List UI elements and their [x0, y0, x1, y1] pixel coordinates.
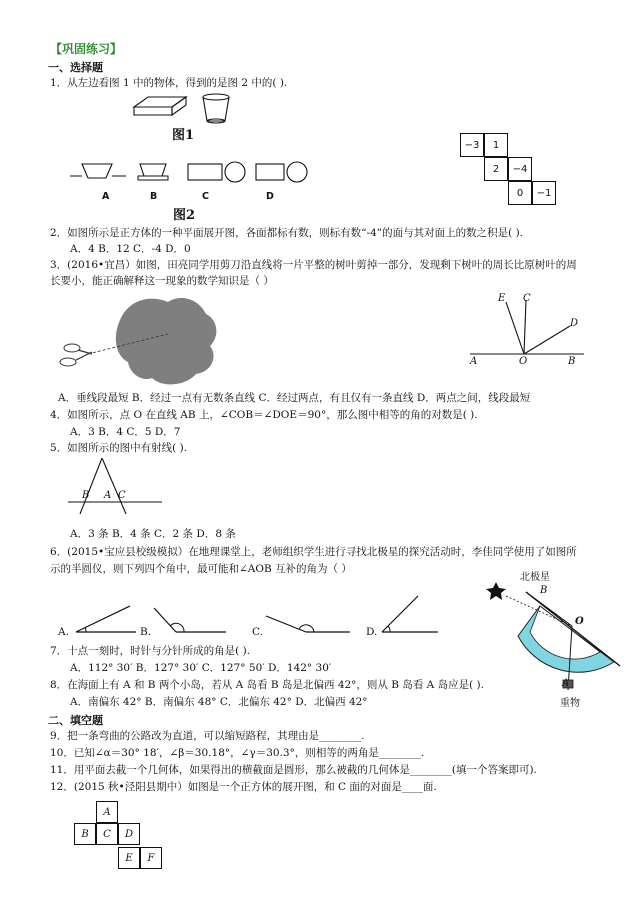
polar-star-label: 北极星	[520, 572, 550, 583]
label-a-q5: A	[104, 490, 112, 501]
question-11: 11．用平面去截一个几何体，如果得出的横截面是圆形，那么被截的几何体是________(填一个答案即可).	[50, 764, 537, 776]
question-10: 10．已知∠α＝30° 18′，∠β＝30.18°，∠γ＝30.3°，则相等的两角是________.	[50, 747, 425, 759]
q8-options: A．南偏东 42° B．南偏东 48° C．北偏东 42° D．北偏西 42°	[70, 696, 368, 708]
angle-option-b	[150, 600, 230, 636]
question-7: 7．十点一刻时，时针与分针所成的角是( ).	[50, 645, 251, 657]
label-b-q6: B	[540, 585, 548, 596]
label-e: E	[498, 293, 506, 304]
q5-options: A．3 条 B．4 条 C．2 条 D．8 条	[70, 528, 236, 540]
label-o-q6: O	[575, 616, 584, 627]
q6-option-b: B.	[140, 626, 152, 638]
net-cell-e: E	[118, 847, 140, 869]
question-8: 8．在海面上有 A 和 B 两个小岛，若从 A 岛看 B 岛是北偏西 42°，则从 B 岛看 A 岛应是( ).	[50, 679, 484, 691]
label-a: A	[470, 356, 478, 367]
label-c: C	[523, 293, 531, 304]
q1-option-a: A	[102, 191, 110, 202]
q2-options: A．4 B．12 C．-4 D．0	[70, 243, 191, 255]
label-o: O	[519, 356, 528, 367]
question-3-line-2: 长要小，能正确解释这一现象的数学知识是（ ）	[50, 275, 274, 287]
protractor-figure	[486, 568, 626, 708]
net-cell: −3	[460, 133, 484, 157]
ray-figure-q5	[66, 458, 166, 518]
section-header: 【巩固练习】	[50, 42, 123, 56]
q4-options: A．3 B．4 C．5 D．7	[70, 426, 181, 438]
q3-options: A．垂线段最短 B．经过一点有无数条直线 C．经过两点，有且仅有一条直线 D．两点之间，线段最短	[58, 392, 531, 404]
net-cell: 0	[508, 181, 532, 205]
q1-option-b: B	[150, 191, 158, 202]
q6-option-d: D.	[366, 626, 378, 638]
question-1: 1．从左边看图 1 中的物体，得到的是图 2 中的( ).	[50, 77, 288, 89]
net-cell: −1	[532, 181, 556, 205]
q1-option-c: C	[202, 191, 209, 202]
angle-figure-q4	[466, 290, 596, 370]
leaf-scissors-figure	[58, 290, 228, 390]
label-b-q5: B	[82, 490, 90, 501]
question-4: 4．如图所示，点 O 在直线 AB 上，∠COB＝∠DOE＝90°，那么图中相等的角的对数是( ).	[50, 409, 478, 421]
label-d: D	[570, 318, 579, 329]
section-title-choice: 一、选择题	[48, 61, 103, 74]
question-6-line-2: 示的半圆仪，则下列四个角中，最可能和∠AOB 互补的角为（ ）	[50, 563, 352, 575]
net-cell: 2	[484, 157, 508, 181]
label-a-q6: A	[562, 678, 570, 689]
figure-1-caption: 图1	[172, 128, 195, 143]
figure-2-options	[70, 156, 310, 186]
net-cell: 1	[484, 133, 508, 157]
question-5: 5．如图所示的图中有射线( ).	[50, 442, 188, 454]
section-title-fill: 二、填空题	[48, 714, 103, 727]
q6-option-c: C.	[252, 626, 263, 638]
net-cell-c: C	[96, 823, 118, 845]
angle-option-a	[70, 600, 140, 636]
angle-option-c	[262, 600, 352, 636]
q6-option-a: A.	[58, 626, 69, 638]
cube-net-q12	[74, 801, 174, 873]
angle-option-d	[378, 592, 442, 636]
label-b: B	[568, 356, 576, 367]
question-9: 9．把一条弯曲的公路改为直道，可以缩短路程，其理由是________.	[50, 730, 365, 742]
cube-net	[460, 133, 560, 213]
q1-option-d: D	[266, 191, 274, 202]
question-12: 12．(2015 秋•泾阳县期中）如图是一个正方体的展开图，和 C 面的对面是____面.	[50, 781, 437, 793]
net-cell-a: A	[96, 801, 118, 823]
figure-1-objects	[128, 93, 238, 127]
net-cell-d: D	[118, 823, 140, 845]
weight-label: 重物	[560, 698, 580, 709]
net-cell-f: F	[140, 847, 162, 869]
question-2: 2．如图所示是正方体的一种平面展开图，各面都标有数，则标有数“-4”的面与其对面上的数之积是( ).	[50, 227, 524, 239]
label-c-q5: C	[118, 490, 126, 501]
figure-2-caption: 图2	[173, 208, 196, 223]
net-cell: −4	[508, 157, 532, 181]
question-3-line-1: 3．(2016•宜昌）如图，田亮同学用剪刀沿直线将一片平整的树叶剪掉一部分，发现剩下树叶的周长比原树叶的周	[50, 259, 577, 271]
q7-options: A．112° 30′ B．127° 30′ C．127° 50′ D．142° 30′	[70, 662, 332, 674]
net-cell-b: B	[74, 823, 96, 845]
question-6-line-1: 6．(2015•宝应县校级模拟）在地理课堂上，老师组织学生进行寻找北极星的探究活动时，李佳同学使用了如图所	[50, 546, 577, 558]
